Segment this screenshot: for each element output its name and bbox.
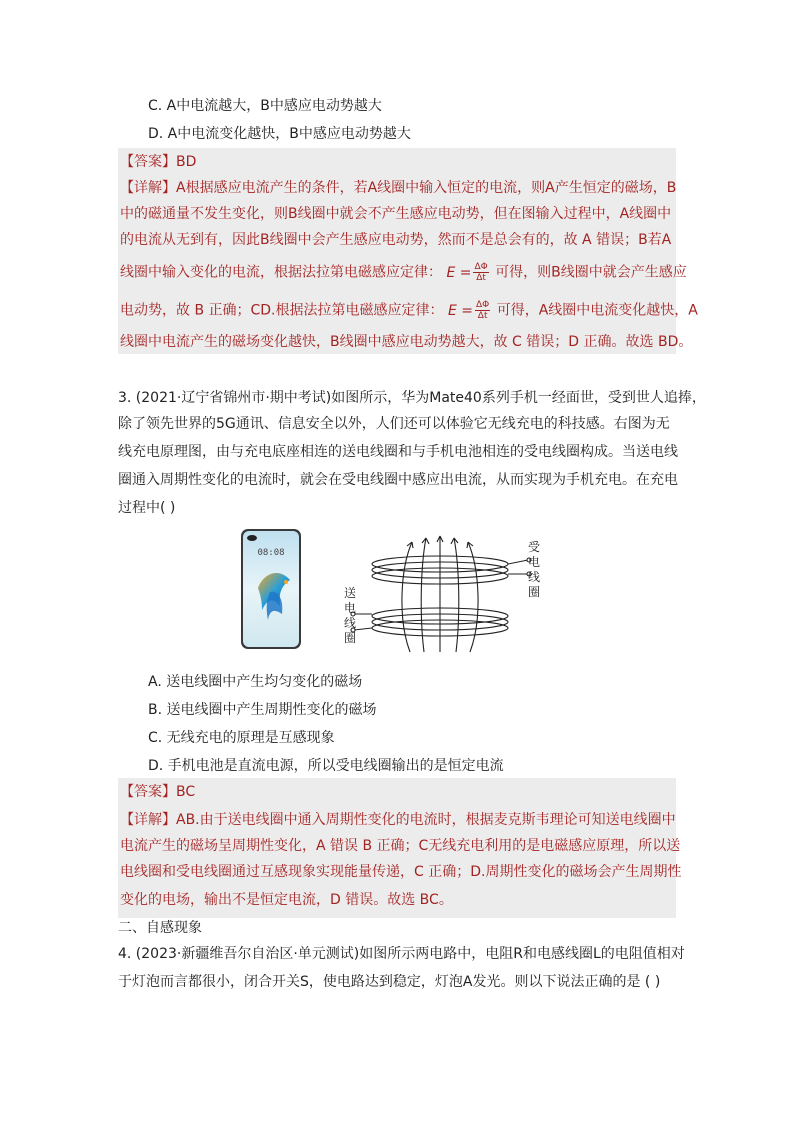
q2-option-c: C. A中电流越大，B中感应电动势越大 <box>148 98 382 114</box>
q3-stem-line: 线充电原理图，由与充电底座相连的送电线圈和与手机电池相连的受电线圈构成。当送电线 <box>118 444 678 460</box>
q3-stem-line: 3. (2021·辽宁省锦州市·期中考试)如图所示，华为Mate40系列手机一经面世，受到世人追捧， <box>118 390 706 406</box>
q3-option-d: D. 手机电池是直流电源，所以受电线圈输出的是恒定电流 <box>148 758 504 774</box>
q2-detail-line: 中的磁通量不发生变化，则B线圈中就会不产生感应电动势，但在图输入过程中，A线圈中 <box>120 206 672 222</box>
phone-image <box>240 528 302 650</box>
q3-option-a: A. 送电线圈中产生均匀变化的磁场 <box>148 674 363 690</box>
phone-clock: 08:08 <box>257 548 285 558</box>
q3-stem-line: 除了领先世界的5G通讯、信息安全以外，人们还可以体验它无线充电的科技感。右图为无 <box>118 416 670 432</box>
q2-answer: 【答案】BD <box>120 154 197 170</box>
wireless-charging-diagram <box>340 530 550 658</box>
q2-detail-line: 的电流从无到有，因此B线圈中会产生感应电动势，然而不是总会有的，故 A 错误；B若A <box>120 232 672 248</box>
q4-stem-line: 于灯泡而言都很小，闭合开关S，使电路达到稳定，灯泡A发光。则以下说法正确的是 ( ) <box>118 974 661 990</box>
label-receive-coil: 受 电 线 圈 <box>528 540 541 599</box>
q3-detail-line: 变化的电场，输出不是恒定电流，D 错误。故选 BC。 <box>120 892 453 908</box>
q2-detail-line: 电动势，故 B 正确；CD.根据法拉第电磁感应定律： E = $\frac{\Delta\Phi}{\Delta t}$ 可得，A线圈中电流变化越快，A <box>120 300 698 321</box>
q2-option-d: D. A中电流变化越快，B中感应电动势越大 <box>148 126 411 142</box>
q2-detail-line: 线圈中电流产生的磁场变化越快，B线圈中感应电动势越大，故 C 错误；D 正确。故选 BD。 <box>120 334 693 350</box>
q3-detail-line: 电流产生的磁场呈周期性变化，A 错误 B 正确；C无线充电利用的是电磁感应原理，所以送 <box>120 838 681 854</box>
q3-answer: 【答案】BC <box>120 784 196 800</box>
q3-stem-line: 圈通入周期性变化的电流时，就会在受电线圈中感应出电流，从而实现为手机充电。在充电 <box>118 472 678 488</box>
faraday-formula: E = $\frac{\Delta\Phi}{\Delta t}$ <box>446 262 488 283</box>
q3-option-c: C. 无线充电的原理是互感现象 <box>148 730 335 746</box>
section-heading: 二、自感现象 <box>118 920 202 936</box>
faraday-formula: E = $\frac{\Delta\Phi}{\Delta t}$ <box>447 300 490 321</box>
q4-stem-line: 4. (2023·新疆维吾尔自治区·单元测试)如图所示两电路中，电阻R和电感线圈L的电阻值相对 <box>118 946 685 962</box>
q2-detail-line: 线圈中输入变化的电流，根据法拉第电磁感应定律： E = $\frac{\Delta\Phi}{\Delta t}$ 可得，则B线圈中就会产生感应 <box>120 262 687 283</box>
q3-detail-line: 【详解】AB.由于送电线圈中通入周期性变化的电流时，根据麦克斯韦理论可知送电线圈中 <box>120 812 676 828</box>
label-send-coil: 送 电 线 圈 <box>344 586 357 645</box>
q2-detail-line: 【详解】A根据感应电流产生的条件，若A线圈中输入恒定的电流，则A产生恒定的磁场，B <box>120 180 677 196</box>
q3-option-b: B. 送电线圈中产生周期性变化的磁场 <box>148 702 377 718</box>
q3-stem-line: 过程中( ) <box>118 500 176 516</box>
q3-detail-line: 电线圈和受电线圈通过互感现象实现能量传递，C 正确；D.周期性变化的磁场会产生周期性 <box>120 864 682 880</box>
